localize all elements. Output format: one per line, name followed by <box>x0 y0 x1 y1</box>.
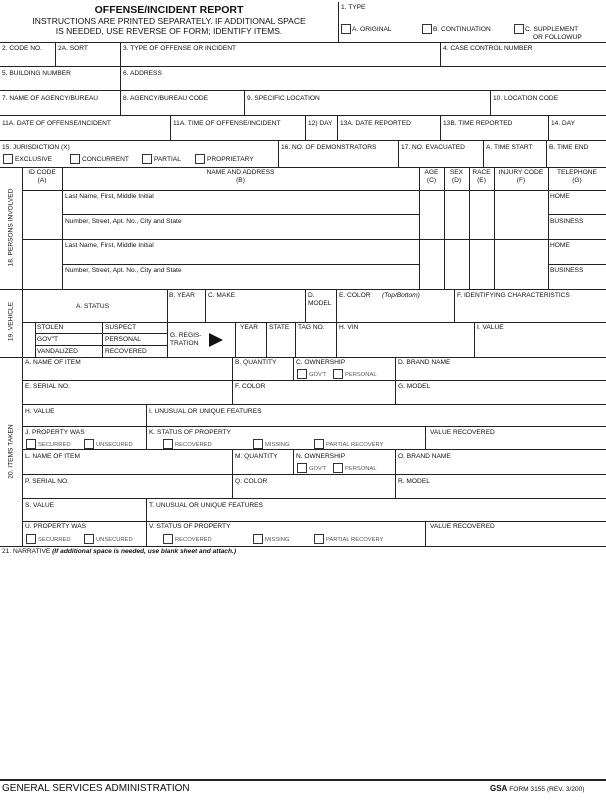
rule-line <box>146 404 147 426</box>
vehicle-make-field[interactable]: C. MAKE <box>208 292 236 299</box>
rule-line <box>22 167 23 289</box>
rule-line <box>232 474 233 498</box>
item-1-govt-label: GOV'T <box>309 372 327 378</box>
items-section-label: 20. ITEMS TAKEN <box>7 424 15 479</box>
continuation-label: B. CONTINUATION <box>433 26 491 33</box>
rule-line <box>440 42 441 66</box>
item-2-value-field[interactable]: S. VALUE <box>25 502 55 509</box>
item-2-missing-label: MISSING <box>265 537 290 543</box>
rule-line <box>146 521 147 546</box>
date-reported-field[interactable]: 13A. DATE REPORTED <box>340 120 411 127</box>
time-end-field[interactable]: B. TIME END <box>549 144 589 151</box>
footer-form-id <box>490 784 584 793</box>
item-2-unsecured-label: UNSECURED <box>96 537 133 543</box>
agency-code-field[interactable]: 8. AGENCY/BUREAU CODE <box>123 95 209 102</box>
item-2-personal-label: PERSONAL <box>345 466 377 472</box>
item-2-missing-checkbox[interactable] <box>253 534 263 544</box>
rule-line <box>22 426 606 427</box>
vin-field[interactable]: H. VIN <box>339 324 359 331</box>
item-2-partial-checkbox[interactable] <box>314 534 324 544</box>
concurrent-label: CONCURRENT <box>82 156 129 163</box>
rule-line <box>337 115 338 140</box>
rule-line <box>22 289 23 357</box>
item-2-secured-checkbox[interactable] <box>26 534 36 544</box>
rule-line <box>546 140 547 167</box>
narrative-note: (If additional space is needed, use blank sheet and attach.) <box>52 548 237 555</box>
rule-line <box>205 289 206 322</box>
item-1-secured-checkbox[interactable] <box>26 439 36 449</box>
item-1-personal-label: PERSONAL <box>345 372 377 378</box>
rule-line <box>338 2 339 42</box>
rule-line <box>167 289 168 322</box>
person-2-name-hint: Last Name, First, Middle Initial <box>65 242 154 249</box>
person-1-name-hint: Last Name, First, Middle Initial <box>65 193 154 200</box>
recovered-option[interactable]: RECOVERED <box>105 348 147 355</box>
original-checkbox[interactable] <box>341 24 351 34</box>
rule-line <box>22 498 606 499</box>
vehicle-value-field[interactable]: I. VALUE <box>477 324 504 331</box>
time-start-field[interactable]: A. TIME START <box>486 144 533 151</box>
day-12-field[interactable]: 12) DAY <box>308 120 333 127</box>
item-1-features-field[interactable]: I. UNUSUAL OR UNIQUE FEATURES <box>149 408 262 415</box>
item-1-missing-label: MISSING <box>265 442 290 448</box>
item-2-color-field[interactable]: Q. COLOR <box>235 478 268 485</box>
rule-line <box>266 322 267 357</box>
vehicle-model-field[interactable]: MODEL <box>308 300 332 307</box>
agency-field[interactable]: 7. NAME OF AGENCY/BUREAU <box>2 95 98 102</box>
vehicle-status-label: A. STATUS <box>76 303 110 310</box>
injury-code-header: INJURY CODE <box>498 169 544 176</box>
person-1-business-phone[interactable]: BUSINESS <box>550 218 584 225</box>
name-address-sub: (B) <box>236 177 245 184</box>
address-field[interactable]: 6. ADDRESS <box>123 70 162 77</box>
id-code-sub: (A) <box>37 177 47 184</box>
rule-line <box>22 521 606 522</box>
item-2-brand-field[interactable]: O. BRAND NAME <box>398 453 451 460</box>
persons-section-label: 18. PERSONS INVOLVED <box>7 188 15 267</box>
rule-line <box>22 449 606 450</box>
rule-line <box>0 357 606 358</box>
stolen-option[interactable]: STOLEN <box>37 324 64 331</box>
rule-line <box>305 115 306 140</box>
item-1-serial-field[interactable]: E. SERIAL NO. <box>25 383 70 390</box>
item-2-name-field[interactable]: L. NAME OF ITEM <box>25 453 80 460</box>
rule-line <box>102 322 103 357</box>
narrative-label: 21. NARRATIVE <box>2 548 51 555</box>
exclusive-label: EXCLUSIVE <box>15 156 53 163</box>
item-2-recovered-label: RECOVERED <box>175 537 212 543</box>
registration-label-2: TRATION <box>170 340 199 347</box>
vehicle-section-label: 19. VEHICLE <box>7 301 15 342</box>
item-2-quantity-field[interactable]: M. QUANTITY <box>235 453 278 460</box>
rule-line <box>293 357 294 380</box>
rule-line <box>395 357 396 380</box>
location-code-field[interactable]: 10. LOCATION CODE <box>493 95 559 102</box>
item-1-recovered-checkbox[interactable] <box>163 439 173 449</box>
offense-type-field[interactable]: 3. TYPE OF OFFENSE OR INCIDENT <box>123 45 237 52</box>
rule-line <box>35 345 167 346</box>
rule-line <box>62 167 63 289</box>
item-2-secured-label: SECURRED <box>38 537 71 543</box>
partial-label: PARTIAL <box>154 156 181 163</box>
rule-line <box>295 322 296 357</box>
rule-line <box>425 426 426 449</box>
personal-option[interactable]: PERSONAL <box>105 336 141 343</box>
item-1-partial-checkbox[interactable] <box>314 439 324 449</box>
govt-option[interactable]: GOV"T <box>37 336 59 343</box>
item-2-unsecured-checkbox[interactable] <box>84 534 94 544</box>
rule-line <box>469 167 470 289</box>
footer-gsa: GSA <box>490 784 508 793</box>
registration-arrow-icon <box>209 333 223 347</box>
rule-line <box>0 140 606 141</box>
rule-line <box>232 380 233 404</box>
vehicle-color-note: (Top/Bottom) <box>382 292 420 299</box>
sex-header: SEX <box>449 169 464 176</box>
rule-line <box>22 190 606 191</box>
rule-line <box>419 167 420 289</box>
rule-line <box>0 779 606 781</box>
rule-line <box>395 449 396 474</box>
rule-line <box>305 289 306 322</box>
rule-line <box>0 546 606 547</box>
sex-sub: (D) <box>451 177 462 184</box>
rule-line <box>0 42 606 43</box>
jurisdiction-label: 15. JURISDICTION (X) <box>2 144 70 151</box>
item-2-model-field[interactable]: R. MODEL <box>398 478 430 485</box>
rule-line <box>167 322 168 357</box>
vehicle-color-field[interactable]: E. COLOR <box>339 292 371 299</box>
rule-line <box>62 264 419 265</box>
item-2-serial-field[interactable]: P. SERIAL NO. <box>25 478 69 485</box>
item-1-property-was-label: J. PROPERTY WAS <box>25 429 85 436</box>
item-1-partial-label: PARTIAL RECOVERY <box>326 442 384 448</box>
item-1-secured-label: SECURRED <box>38 442 71 448</box>
rule-line <box>0 66 606 67</box>
rule-line <box>146 426 147 449</box>
rule-line <box>490 90 491 115</box>
person-1-home-phone[interactable]: HOME <box>550 193 570 200</box>
item-1-model-field[interactable]: G. MODEL <box>398 383 431 390</box>
item-1-ownership-label: C. OWNERSHIP <box>296 359 346 366</box>
time-reported-field[interactable]: 13B. TIME REPORTED <box>443 120 513 127</box>
form-title: OFFENSE/INCIDENT REPORT <box>94 4 244 16</box>
partial-checkbox[interactable] <box>142 154 152 164</box>
type-label: 1. TYPE <box>341 4 366 11</box>
rule-line <box>22 380 606 381</box>
rule-line <box>22 474 606 475</box>
evacuated-field[interactable]: 17. NO. EVACUATED <box>401 144 465 151</box>
rule-line <box>235 322 236 357</box>
instructions-line-1: INSTRUCTIONS ARE PRINTED SEPARATELY. IF ADDITIONAL SPACE <box>32 16 306 26</box>
item-1-unsecured-label: UNSECURED <box>96 442 133 448</box>
demonstrators-field[interactable]: 16. NO. OF DEMONSTRATORS <box>281 144 377 151</box>
item-2-recovered-checkbox[interactable] <box>163 534 173 544</box>
item-1-value-field[interactable]: H. VALUE <box>25 408 55 415</box>
rule-line <box>548 214 606 215</box>
followup-label: OR FOLLOWUP <box>533 34 582 41</box>
item-2-govt-checkbox[interactable] <box>297 463 307 473</box>
vehicle-year-field[interactable]: B. YEAR <box>169 292 195 299</box>
proprietary-label: PROPRIETARY <box>207 156 254 163</box>
rule-line <box>35 333 167 334</box>
rule-line <box>0 289 606 290</box>
race-header: RACE <box>472 169 491 176</box>
code-no-field[interactable]: 2. CODE NO. <box>2 45 42 52</box>
telephone-sub: (G) <box>572 177 582 184</box>
rule-line <box>483 140 484 167</box>
person-1-street-hint: Number, Street, Apt. No., City and State <box>65 218 182 225</box>
vandalized-option[interactable]: VANDALIZED <box>37 348 78 355</box>
rule-line <box>62 214 419 215</box>
item-2-partial-label: PARTIAL RECOVERY <box>326 537 384 543</box>
reg-state-field[interactable]: STATE <box>269 324 290 331</box>
specific-location-field[interactable]: 9. SPECIFIC LOCATION <box>247 95 320 102</box>
vehicle-model-d: D. <box>308 292 315 299</box>
rule-line <box>22 239 606 240</box>
rule-line <box>232 449 233 474</box>
item-2-features-field[interactable]: T. UNUSUAL OR UNIQUE FEATURES <box>149 502 263 509</box>
day-14-field[interactable]: 14. DAY <box>551 120 576 127</box>
rule-line <box>395 474 396 498</box>
rule-line <box>548 115 549 140</box>
item-2-status-label: V. STATUS OF PROPERTY <box>149 523 231 530</box>
rule-line <box>170 115 171 140</box>
rule-line <box>22 404 606 405</box>
rule-line <box>55 42 56 66</box>
rule-line <box>0 167 606 168</box>
rule-line <box>395 380 396 404</box>
item-1-status-label: K. STATUS OF PROPERTY <box>149 429 232 436</box>
rule-line <box>454 289 455 322</box>
rule-line <box>35 322 36 357</box>
concurrent-checkbox[interactable] <box>70 154 80 164</box>
supplement-label: C. SUPPLEMENT <box>525 26 579 33</box>
exclusive-checkbox[interactable] <box>3 154 13 164</box>
original-label: A. ORIGINAL <box>352 26 392 33</box>
rule-line <box>398 140 399 167</box>
reg-tag-field[interactable]: TAG NO. <box>298 324 325 331</box>
injury-code-sub: (F) <box>516 177 526 184</box>
telephone-header: TELEPHONE <box>557 169 597 176</box>
race-sub: (E) <box>477 177 486 184</box>
rule-line <box>22 322 606 323</box>
rule-line <box>440 115 441 140</box>
rule-line <box>444 167 445 289</box>
rule-line <box>0 90 606 91</box>
rule-line <box>120 42 121 66</box>
item-1-brand-field[interactable]: D. BRAND NAME <box>398 359 451 366</box>
rule-line <box>336 289 337 322</box>
item-2-ownership-label: N. OWNERSHIP <box>296 453 346 460</box>
item-2-govt-label: GOV'T <box>309 466 327 472</box>
age-header: AGE <box>424 169 439 176</box>
item-1-color-field[interactable]: F. COLOR <box>235 383 266 390</box>
rule-line <box>548 264 606 265</box>
age-sub: (C) <box>426 177 437 184</box>
item-1-unsecured-checkbox[interactable] <box>84 439 94 449</box>
footer-agency: GENERAL SERVICES ADMINISTRATION <box>2 783 190 794</box>
rule-line <box>232 357 233 380</box>
rule-line <box>146 498 147 521</box>
vehicle-features-field[interactable]: F. IDENTIFYING CHARACTERISTICS <box>457 292 570 299</box>
item-1-recovered-label: RECOVERED <box>175 442 212 448</box>
item-1-value-recovered-field[interactable]: VALUE RECOVERED <box>430 429 495 436</box>
continuation-checkbox[interactable] <box>422 24 432 34</box>
name-address-header: NAME AND ADDRESS <box>206 169 275 176</box>
item-1-name-field[interactable]: A. NAME OF ITEM <box>25 359 81 366</box>
instructions-line-2: IS NEEDED, USE REVERSE OF FORM; IDENTIFY ITEMS. <box>55 26 283 36</box>
date-offense-field[interactable]: 11A. DATE OF OFFENSE/INCIDENT <box>2 120 111 127</box>
rule-line <box>120 90 121 115</box>
rule-line <box>474 322 475 357</box>
case-control-field[interactable]: 4. CASE CONTROL NUMBER <box>443 45 533 52</box>
sort-field[interactable]: 2A. SORT <box>58 45 88 52</box>
item-1-govt-checkbox[interactable] <box>297 369 307 379</box>
rule-line <box>120 66 121 90</box>
rule-line <box>548 167 549 289</box>
proprietary-checkbox[interactable] <box>195 154 205 164</box>
narrative-textarea[interactable] <box>0 557 606 777</box>
footer-form-number: FORM 3155 <box>509 786 546 793</box>
time-offense-field[interactable]: 11A. TIME OF OFFENSE/INCIDENT <box>173 120 281 127</box>
person-2-business-phone[interactable]: BUSINESS <box>550 267 584 274</box>
footer-revision: (REV. 3/200) <box>546 786 585 793</box>
rule-line <box>293 449 294 474</box>
item-1-missing-checkbox[interactable] <box>253 439 263 449</box>
item-1-personal-checkbox[interactable] <box>333 369 343 379</box>
rule-line <box>425 521 426 546</box>
item-2-personal-checkbox[interactable] <box>333 463 343 473</box>
supplement-checkbox[interactable] <box>514 24 524 34</box>
reg-year-field[interactable]: YEAR <box>240 324 258 331</box>
id-code-header: ID CODE <box>28 169 56 176</box>
person-2-street-hint: Number, Street, Apt. No., City and State <box>65 267 182 274</box>
rule-line <box>244 90 245 115</box>
narrative-header <box>2 548 236 556</box>
rule-line <box>22 357 23 546</box>
suspect-option[interactable]: SUSPECT <box>105 324 137 331</box>
rule-line <box>278 140 279 167</box>
item-2-property-was-label: U. PROPERTY WAS <box>25 523 87 530</box>
rule-line <box>494 167 495 289</box>
person-2-home-phone[interactable]: HOME <box>550 242 570 249</box>
item-2-value-recovered-field[interactable]: VALUE RECOVERED <box>430 523 495 530</box>
rule-line <box>336 322 337 357</box>
rule-line <box>0 115 606 116</box>
building-number-field[interactable]: 5. BUILDING NUMBER <box>2 70 71 77</box>
registration-label-1: G. REGIS- <box>170 332 202 339</box>
item-1-quantity-field[interactable]: B. QUANTITY <box>235 359 277 366</box>
